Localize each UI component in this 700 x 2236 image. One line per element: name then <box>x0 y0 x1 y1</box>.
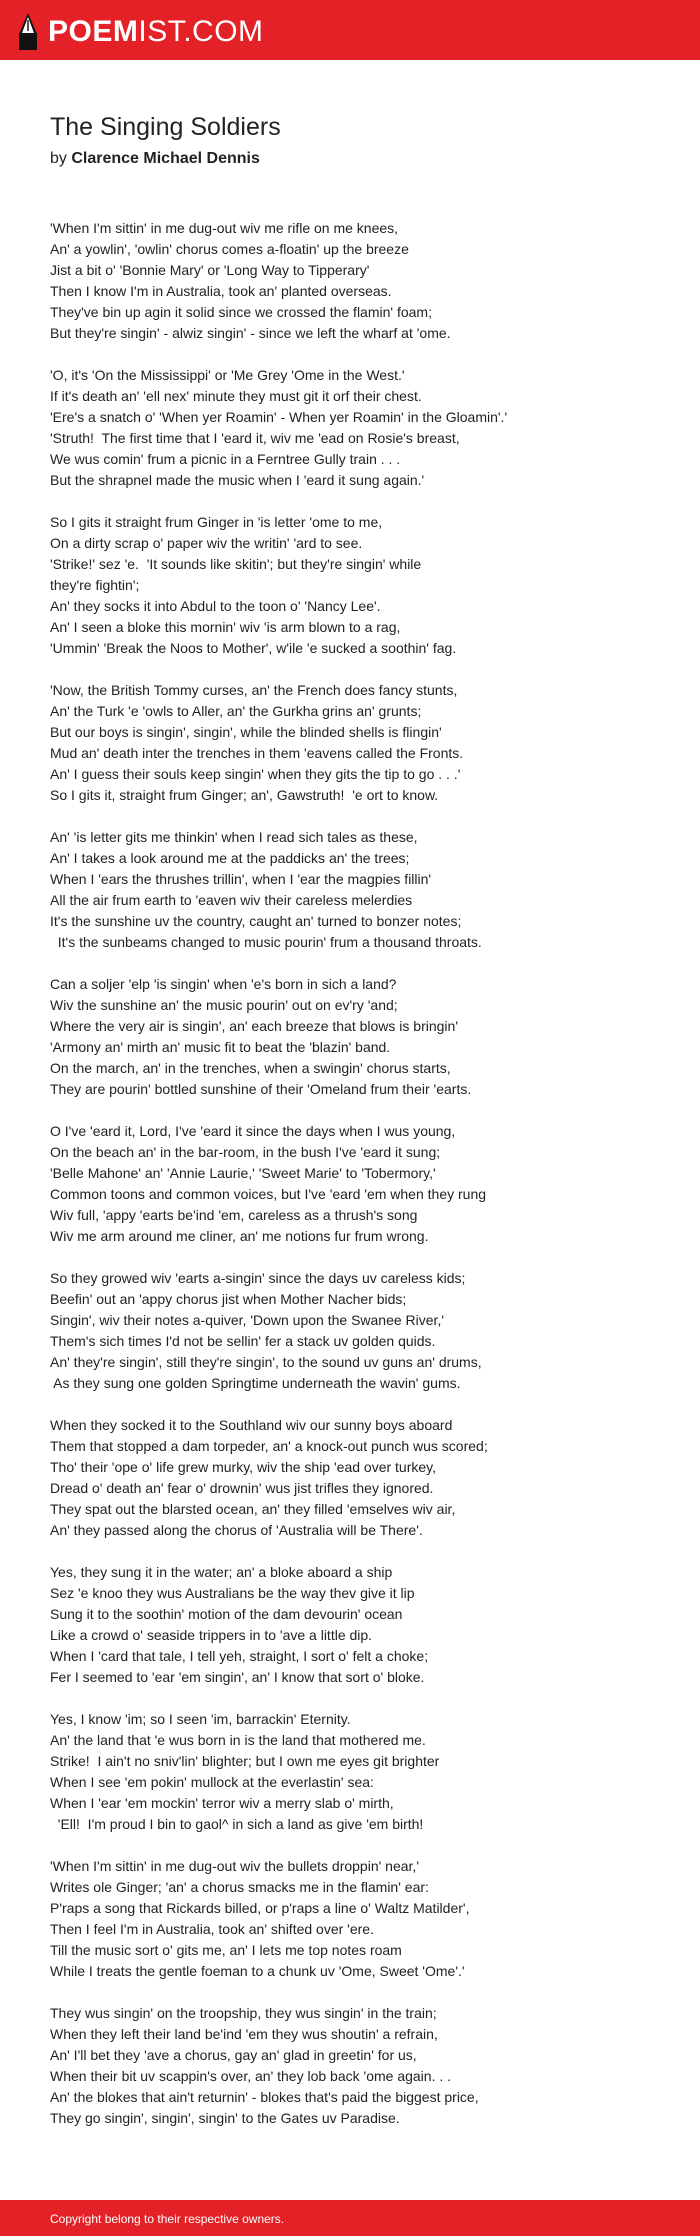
poem-line: When they socked it to the Southland wiv our sunny boys aboard <box>50 1417 453 1433</box>
logo-wordmark <box>48 17 264 47</box>
poem-stanza <box>50 680 670 806</box>
poem-line: They are pourin' bottled sunshine of their 'Omeland frum their 'earts. <box>50 1081 472 1097</box>
poem-line: 'Ere's a snatch o' 'When yer Roamin' - When yer Roamin' in the Gloamin'.' <box>50 409 508 425</box>
poem-body <box>50 218 670 2150</box>
poem-line: We wus comin' frum a picnic in a Ferntree Gully train . . . <box>50 451 401 467</box>
poem-line: An' I takes a look around me at the paddicks an' the trees; <box>50 850 410 866</box>
poem-line: Beefin' out an 'appy chorus jist when Mother Nacher bids; <box>50 1291 407 1307</box>
poem-line: Then I feel I'm in Australia, took an' shifted over 'ere. <box>50 1921 374 1937</box>
poem-line: Yes, they sung it in the water; an' a bloke aboard a ship <box>50 1564 393 1580</box>
poem-line: 'Now, the British Tommy curses, an' the French does fancy stunts, <box>50 682 458 698</box>
poem-line: While I treats the gentle foeman to a chunk uv 'Ome, Sweet 'Ome'.' <box>50 1963 465 1979</box>
poem-line: Tho' their 'ope o' life grew murky, wiv the ship 'ead over turkey, <box>50 1459 437 1475</box>
logo-text-bold: POEM <box>48 15 139 48</box>
poem-stanza <box>50 1268 670 1394</box>
poem-line: Fer I seemed to 'ear 'em singin', an' I know that sort o' bloke. <box>50 1669 425 1685</box>
poem-line: Then I know I'm in Australia, took an' planted overseas. <box>50 283 392 299</box>
poem-line: Like a crowd o' seaside trippers in to 'ave a little dip. <box>50 1627 373 1643</box>
site-header <box>0 0 700 60</box>
poem-line: An' the blokes that ain't returnin' - blokes that's paid the biggest price, <box>50 2089 479 2105</box>
poem-line: An' they socks it into Abdul to the toon o' 'Nancy Lee'. <box>50 598 381 614</box>
poem-line: As they sung one golden Springtime underneath the wavin' gums. <box>50 1375 461 1391</box>
poem-line: When I 'ear 'em mockin' terror wiv a merry slab o' mirth, <box>50 1795 394 1811</box>
poem-line: An' the land that 'e wus born in is the land that mothered me. <box>50 1732 426 1748</box>
poem-line: But the shrapnel made the music when I 'eard it sung again.' <box>50 472 425 488</box>
poem-stanza <box>50 512 670 659</box>
poem-stanza <box>50 2003 670 2129</box>
poem-line: An' they're singin', still they're singin', to the sound uv guns an' drums, <box>50 1354 482 1370</box>
poem-line: An' the Turk 'e 'owls to Aller, an' the Gurkha grins an' grunts; <box>50 703 422 719</box>
pen-nib-icon <box>17 12 39 52</box>
poem-line: they're fightin'; <box>50 577 140 593</box>
poem-line: An' I seen a bloke this mornin' wiv 'is arm blown to a rag, <box>50 619 401 635</box>
poem-stanza <box>50 365 670 491</box>
poem-line: 'Ell! I'm proud I bin to gaol^ in sich a land as give 'em birth! <box>50 1816 424 1832</box>
poem-stanza <box>50 1709 670 1835</box>
poem-line: When they left their land be'ind 'em they wus shoutin' a refrain, <box>50 2026 438 2042</box>
poem-line: Yes, I know 'im; so I seen 'im, barrackin' Eternity. <box>50 1711 351 1727</box>
poem-line: If it's death an' 'ell nex' minute they must git it orf their chest. <box>50 388 422 404</box>
copyright-notice: Copyright belong to their respective owners. <box>50 2212 285 2226</box>
site-logo[interactable] <box>17 12 264 52</box>
poem-line: 'O, it's 'On the Mississippi' or 'Me Grey 'Ome in the West.' <box>50 367 405 383</box>
poem-line: 'When I'm sittin' in me dug-out wiv the bullets droppin' near,' <box>50 1858 419 1874</box>
poem-stanza <box>50 218 670 344</box>
poem-line: An' they passed along the chorus of 'Australia will be There'. <box>50 1522 423 1538</box>
poem-line: 'Ummin' 'Break the Noos to Mother', w'ile 'e sucked a soothin' fag. <box>50 640 457 656</box>
poem-line: Writes ole Ginger; 'an' a chorus smacks me in the flamin' ear: <box>50 1879 429 1895</box>
poem-line: When I 'ears the thrushes trillin', when I 'ear the magpies fillin' <box>50 871 432 887</box>
poem-stanza <box>50 1562 670 1688</box>
poem-line: Where the very air is singin', an' each breeze that blows is bringin' <box>50 1018 458 1034</box>
poem-line: When I see 'em pokin' mullock at the everlastin' sea: <box>50 1774 374 1790</box>
poem-line: On a dirty scrap o' paper wiv the writin' 'ard to see. <box>50 535 363 551</box>
poem-line: Wiv me arm around me cliner, an' me notions fur frum wrong. <box>50 1228 429 1244</box>
poem-line: Common toons and common voices, but I've 'eard 'em when they rung <box>50 1186 487 1202</box>
poem-line: It's the sunshine uv the country, caught an' turned to bonzer notes; <box>50 913 462 929</box>
poem-line: Sez 'e knoo they wus Australians be the way thev give it lip <box>50 1585 415 1601</box>
poem-line: An' a yowlin', 'owlin' chorus comes a-floatin' up the breeze <box>50 241 409 257</box>
poem-line: Wiv full, 'appy 'earts be'ind 'em, careless as a thrush's song <box>50 1207 418 1223</box>
poem-line: 'Struth! The first time that I 'eard it, wiv me 'ead on Rosie's breast, <box>50 430 460 446</box>
poem-stanza <box>50 1121 670 1247</box>
poem-line: Them's sich times I'd not be sellin' fer a stack uv golden quids. <box>50 1333 436 1349</box>
poem-line: But they're singin' - alwiz singin' - since we left the wharf at 'ome. <box>50 325 451 341</box>
poem-line: An' I guess their souls keep singin' when they gits the tip to go . . .' <box>50 766 461 782</box>
poem-line: P'raps a song that Rickards billed, or p'raps a line o' Waltz Matilder', <box>50 1900 470 1916</box>
poem-line: Mud an' death inter the trenches in them 'eavens called the Fronts. <box>50 745 464 761</box>
poem-line: All the air frum earth to 'eaven wiv their careless melerdies <box>50 892 413 908</box>
poem-line: Jist a bit o' 'Bonnie Mary' or 'Long Way to Tipperary' <box>50 262 370 278</box>
logo-text-light: IST.COM <box>138 15 264 48</box>
poem-line: Strike! I ain't no sniv'lin' blighter; but I own me eyes git brighter <box>50 1753 440 1769</box>
site-footer <box>0 2200 700 2236</box>
poem-line: It's the sunbeams changed to music pourin' frum a thousand throats. <box>50 934 482 950</box>
poem-line: So they growed wiv 'earts a-singin' since the days uv careless kids; <box>50 1270 466 1286</box>
poem-stanza <box>50 974 670 1100</box>
poem-line: Sung it to the soothin' motion of the dam devourin' ocean <box>50 1606 403 1622</box>
author-name[interactable]: Clarence Michael Dennis <box>71 150 260 167</box>
poem-line: 'When I'm sittin' in me dug-out wiv me rifle on me knees, <box>50 220 399 236</box>
poem-line: When I 'card that tale, I tell yeh, straight, I sort o' felt a choke; <box>50 1648 429 1664</box>
poem-line: Can a soljer 'elp 'is singin' when 'e's born in sich a land? <box>50 976 397 992</box>
poem-line: On the beach an' in the bar-room, in the bush I've 'eard it sung; <box>50 1144 441 1160</box>
poem-line: They've bin up agin it solid since we crossed the flamin' foam; <box>50 304 432 320</box>
poem-line: Them that stopped a dam torpeder, an' a knock-out punch wus scored; <box>50 1438 488 1454</box>
poem-line: So I gits it, straight frum Ginger; an', Gawstruth! 'e ort to know. <box>50 787 439 803</box>
poem-stanza <box>50 1856 670 1982</box>
poem-line: When their bit uv scappin's over, an' they lob back 'ome again. . . <box>50 2068 452 2084</box>
poem-byline <box>50 150 260 168</box>
poem-line: On the march, an' in the trenches, when a swingin' chorus starts, <box>50 1060 451 1076</box>
poem-title: The Singing Soldiers <box>50 113 281 141</box>
poem-line: Singin', wiv their notes a-quiver, 'Down upon the Swanee River,' <box>50 1312 445 1328</box>
poem-line: An' I'll bet they 'ave a chorus, gay an' glad in greetin' for us, <box>50 2047 417 2063</box>
poem-line: They wus singin' on the troopship, they wus singin' in the train; <box>50 2005 437 2021</box>
poem-line: So I gits it straight frum Ginger in 'is letter 'ome to me, <box>50 514 383 530</box>
byline-prefix: by <box>50 150 67 167</box>
poem-stanza <box>50 827 670 953</box>
poem-stanza <box>50 1415 670 1541</box>
poem-line: They spat out the blarsted ocean, an' they filled 'emselves wiv air, <box>50 1501 456 1517</box>
poem-line: An' 'is letter gits me thinkin' when I read sich tales as these, <box>50 829 418 845</box>
poem-line: O I've 'eard it, Lord, I've 'eard it since the days when I wus young, <box>50 1123 456 1139</box>
poem-line: 'Armony an' mirth an' music fit to beat the 'blazin' band. <box>50 1039 391 1055</box>
poem-line: 'Belle Mahone' an' 'Annie Laurie,' 'Sweet Marie' to 'Tobermory,' <box>50 1165 436 1181</box>
poem-line: They go singin', singin', singin' to the Gates uv Paradise. <box>50 2110 400 2126</box>
poem-line: 'Strike!' sez 'e. 'It sounds like skitin'; but they're singin' while <box>50 556 422 572</box>
poem-line: Dread o' death an' fear o' drownin' wus jist trifles they ignored. <box>50 1480 434 1496</box>
poem-line: Till the music sort o' gits me, an' I lets me top notes roam <box>50 1942 402 1958</box>
poem-line: But our boys is singin', singin', while the blinded shells is flingin' <box>50 724 442 740</box>
poem-line: Wiv the sunshine an' the music pourin' out on ev'ry 'and; <box>50 997 398 1013</box>
